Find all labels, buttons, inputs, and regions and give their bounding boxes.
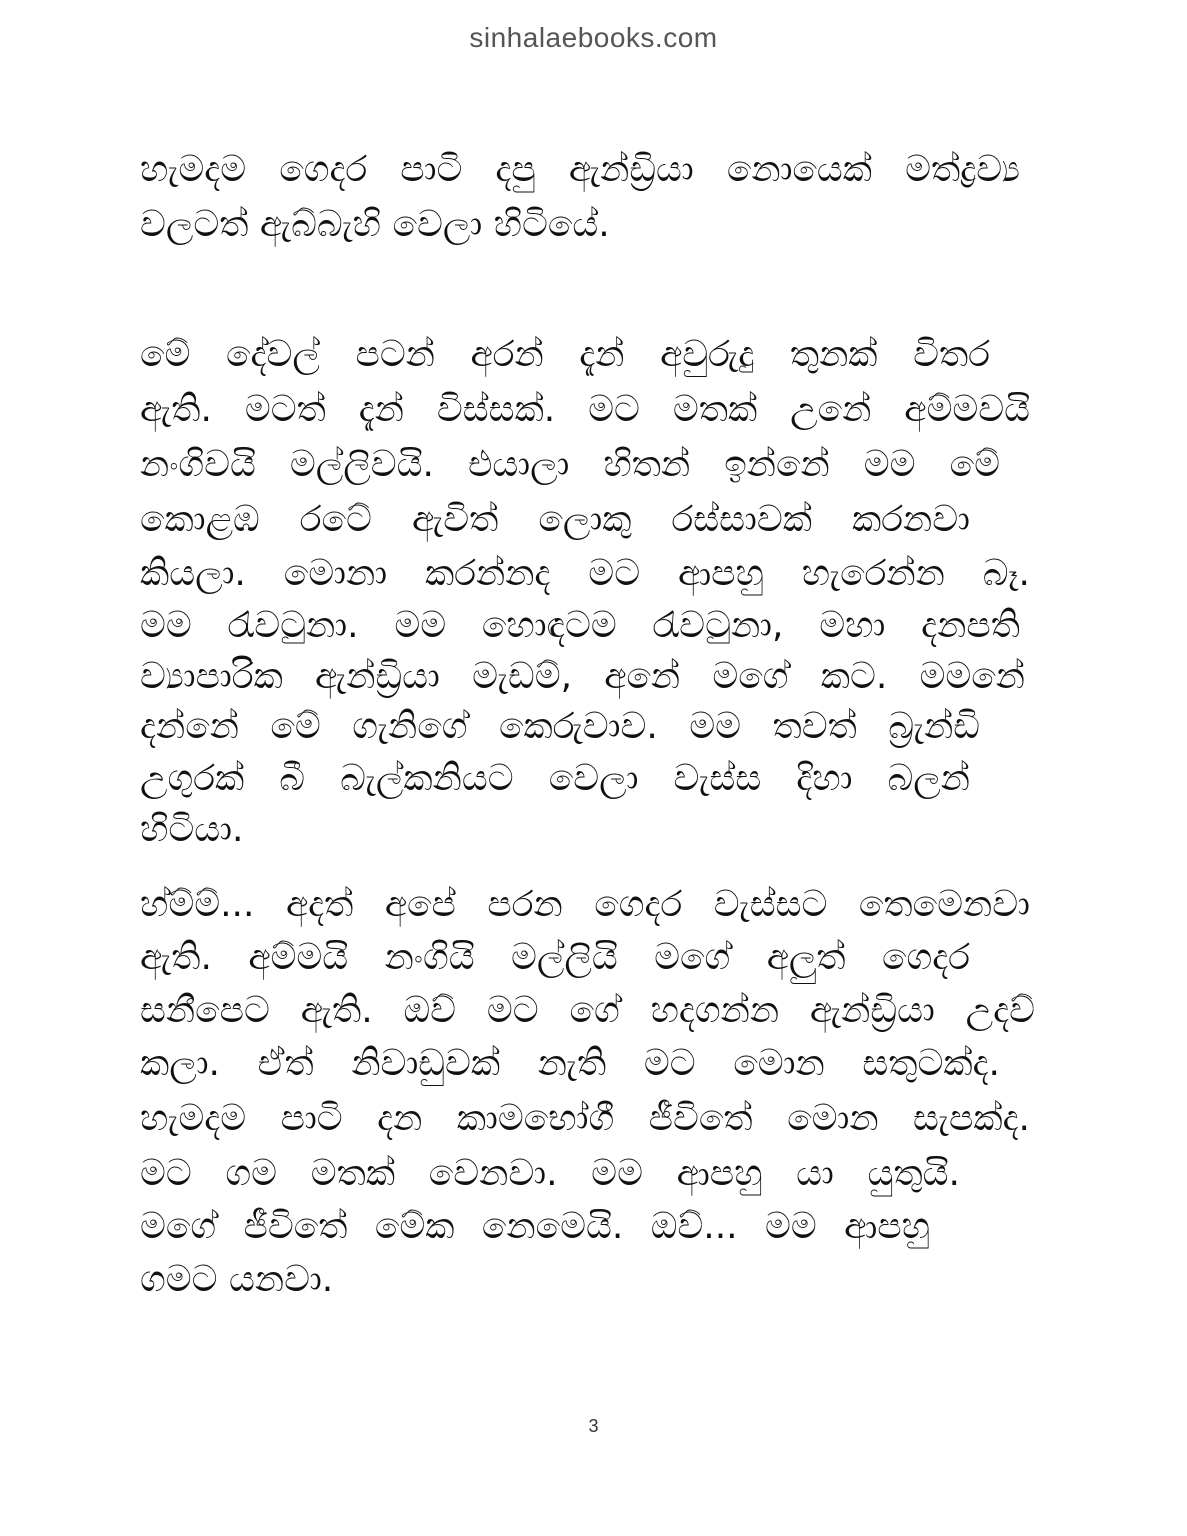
text-line: උගුරක් බී බැල්කනියට වෙලා වැස්ස දිහා බලන් [140,758,970,799]
text-line: සනීපෙට ඇති. ඔව් මට ගේ හදගන්න ඇන්ඩ්‍රියා උදව් [140,990,1035,1031]
text-line: ඇති. අම්මයි නංගියි මල්ලියි මගේ අලුත් ගෙදර [140,937,970,978]
text-line: හැමදම පාටි දන කාමභෝගී ජීවිතේ මොන සැපක්ද. [140,1098,1030,1139]
text-line: හැමදම ගෙදර පාටි දපු ඇන්ඩ්‍රියා නොයෙක් මත්ද්‍රව්‍ය [140,149,1020,190]
text-line: හිටියා. [140,809,244,850]
text-line: ව්‍යාපාරික ඇන්ඩ්‍රියා මැඩම්, අනේ මගේ කට. මමනේ [140,656,1025,697]
text-line: මම රැවටුනා. මම හොඳටම රැවටුනා, මහා දනපති [140,605,1020,646]
text-line: කියලා. මොනා කරන්නද මට ආපහු හැරෙන්න බෑ. [140,553,1030,594]
site-header: sinhalaebooks.com [469,22,718,53]
text-line: දන්නේ මේ ගැනිගේ කෙරුවාව. මම තවත් බ්‍රැන්ඩි [140,706,980,747]
text-line: ඇති. මටත් දැන් විස්සක්. මට මතක් උනේ අම්මවයි [140,389,1030,430]
text-line: කලා. ඒත් නිවාඩුවක් නැති මට මොන සතුටක්ද. [140,1043,1000,1084]
text-line: නංගිවයි මල්ලිවයි. එයාලා හිතන් ඉන්නේ මම මේ [140,444,1000,485]
text-line: වලටත් ඇබ්බැහි වෙලා හිටියේ. [140,204,610,245]
text-line: මේ දේවල් පටන් අරන් දැන් අවුරුදු තුනක් විතර [140,334,990,375]
text-line: මට ගම මතක් වෙනවා. මම ආපහු යා යුතුයි. [140,1153,960,1194]
text-line: හ්ම්ම්... අදත් අපේ පරන ගෙදර වැස්සට තෙමෙනවා [140,884,1030,925]
page-number: 3 [588,1416,599,1436]
text-line: මගේ ජීවිතේ මේක නෙමෙයි. ඔව්... මම ආපහු [140,1206,930,1247]
text-line: කොළඹ රටේ ඇවිත් ලොකු රස්සාවක් කරනවා [140,499,970,540]
text-line: ගමට යනවා. [140,1259,334,1300]
